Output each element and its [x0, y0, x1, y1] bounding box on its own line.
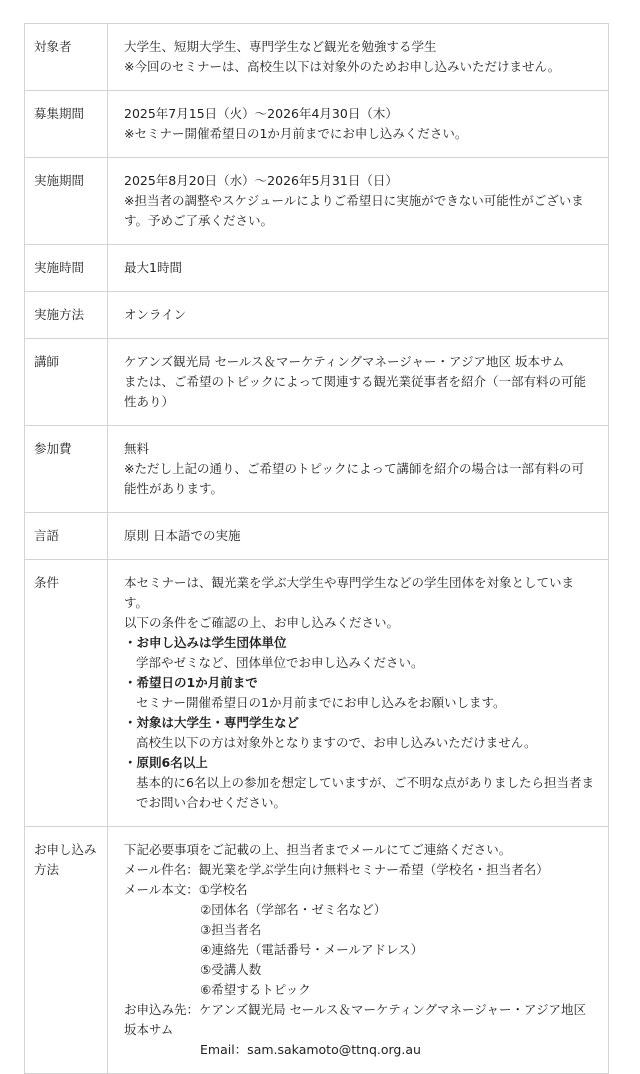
- label-time: 実施時間: [25, 245, 108, 292]
- value-method: [108, 292, 609, 339]
- label-lecturer: 講師: [25, 339, 108, 426]
- condition-title: ・対象は大学生・専門学生など: [124, 715, 300, 730]
- apply-body-item: ⑥希望するトピック: [200, 982, 311, 997]
- seminar-info-table: [24, 23, 609, 1074]
- apply-body-label: メール本文：: [124, 882, 199, 897]
- language-text: 原則 日本語での実施: [124, 528, 241, 543]
- label-target: 対象者: [25, 24, 108, 91]
- apply-email[interactable]: Email：sam.sakamoto@ttnq.org.au: [200, 1042, 421, 1057]
- value-lecturer: [108, 339, 609, 426]
- value-time: [108, 245, 609, 292]
- lecturer-note: または、ご希望のトピックによって関連する観光業従事者を紹介（一部有料の可能性あり）: [124, 374, 587, 409]
- condition-desc: セミナー開催希望日の1か月前までにお申し込みをお願いします。: [136, 695, 506, 710]
- value-recruit: [108, 91, 609, 158]
- condition-title: ・お申し込みは学生団体単位: [124, 635, 287, 650]
- condition-title: ・原則6名以上: [124, 755, 208, 770]
- row-language: [25, 513, 609, 560]
- condition-desc: 学部やゼミなど、団体単位でお申し込みください。: [136, 655, 424, 670]
- value-conditions: [108, 560, 609, 827]
- method-text: オンライン: [124, 307, 187, 322]
- fee-text: 無料: [124, 441, 150, 456]
- period-note: ※担当者の調整やスケジュールによりご希望日に実施ができない可能性がございます。予めご了承ください。: [124, 193, 584, 228]
- target-note: ※今回のセミナーは、高校生以下は対象外のためお申し込みいただけません。: [124, 59, 561, 74]
- apply-body-item: ④連絡先（電話番号・メールアドレス）: [200, 942, 424, 957]
- lecturer-name: ケアンズ観光局 セールス＆マーケティングマネージャー・アジア地区 坂本サム: [124, 354, 565, 369]
- time-text: 最大1時間: [124, 260, 182, 275]
- row-fee: [25, 426, 609, 513]
- recruit-dates: 2025年7月15日（火）～2026年4月30日（木）: [124, 106, 398, 121]
- label-apply: お申し込み方法: [25, 827, 108, 1074]
- value-target: [108, 24, 609, 91]
- target-text: 大学生、短期大学生、専門学生など観光を勉強する学生: [124, 39, 437, 54]
- apply-instructions: 下記必要事項をご記載の上、担当者までメールにてご連絡ください。: [124, 842, 512, 857]
- apply-body-item: ①学校名: [198, 882, 248, 897]
- value-apply: [108, 827, 609, 1074]
- label-language: 言語: [25, 513, 108, 560]
- value-period: [108, 158, 609, 245]
- value-language: [108, 513, 609, 560]
- apply-body-item: ②団体名（学部名・ゼミ名など）: [200, 902, 387, 917]
- conditions-intro-2: 以下の条件をご確認の上、お申し込みください。: [124, 615, 400, 630]
- label-conditions: 条件: [25, 560, 108, 827]
- row-period: [25, 158, 609, 245]
- row-apply: [25, 827, 609, 1074]
- row-target: [25, 24, 609, 91]
- period-dates: 2025年8月20日（水）～2026年5月31日（日）: [124, 173, 398, 188]
- condition-desc: 高校生以下の方は対象外となりますので、お申し込みいただけません。: [136, 735, 537, 750]
- apply-subject: メール件名：観光業を学ぶ学生向け無料セミナー希望（学校名・担当者名）: [124, 862, 549, 877]
- row-conditions: [25, 560, 609, 827]
- apply-body-item: ③担当者名: [200, 922, 262, 937]
- row-lecturer: [25, 339, 609, 426]
- apply-destination: お申込み先：ケアンズ観光局 セールス＆マーケティングマネージャー・アジア地区 坂本サム: [124, 1002, 586, 1037]
- apply-body-first: [124, 880, 594, 900]
- row-time: [25, 245, 609, 292]
- label-fee: 参加費: [25, 426, 108, 513]
- condition-title: ・希望日の1か月前まで: [124, 675, 258, 690]
- condition-desc: 基本的に6名以上の参加を想定していますが、ご不明な点がありましたら担当者までお問い合わせください。: [136, 775, 594, 810]
- row-method: [25, 292, 609, 339]
- row-recruit: [25, 91, 609, 158]
- fee-note: ※ただし上記の通り、ご希望のトピックによって講師を紹介の場合は一部有料の可能性があります。: [124, 461, 584, 496]
- label-recruit: 募集期間: [25, 91, 108, 158]
- label-method: 実施方法: [25, 292, 108, 339]
- label-period: 実施期間: [25, 158, 108, 245]
- apply-body-item: ⑤受講人数: [200, 962, 262, 977]
- conditions-intro: 本セミナーは、観光業を学ぶ大学生や専門学生などの学生団体を対象としています。: [124, 575, 575, 610]
- recruit-note: ※セミナー開催希望日の1か月前までにお申し込みください。: [124, 126, 468, 141]
- value-fee: [108, 426, 609, 513]
